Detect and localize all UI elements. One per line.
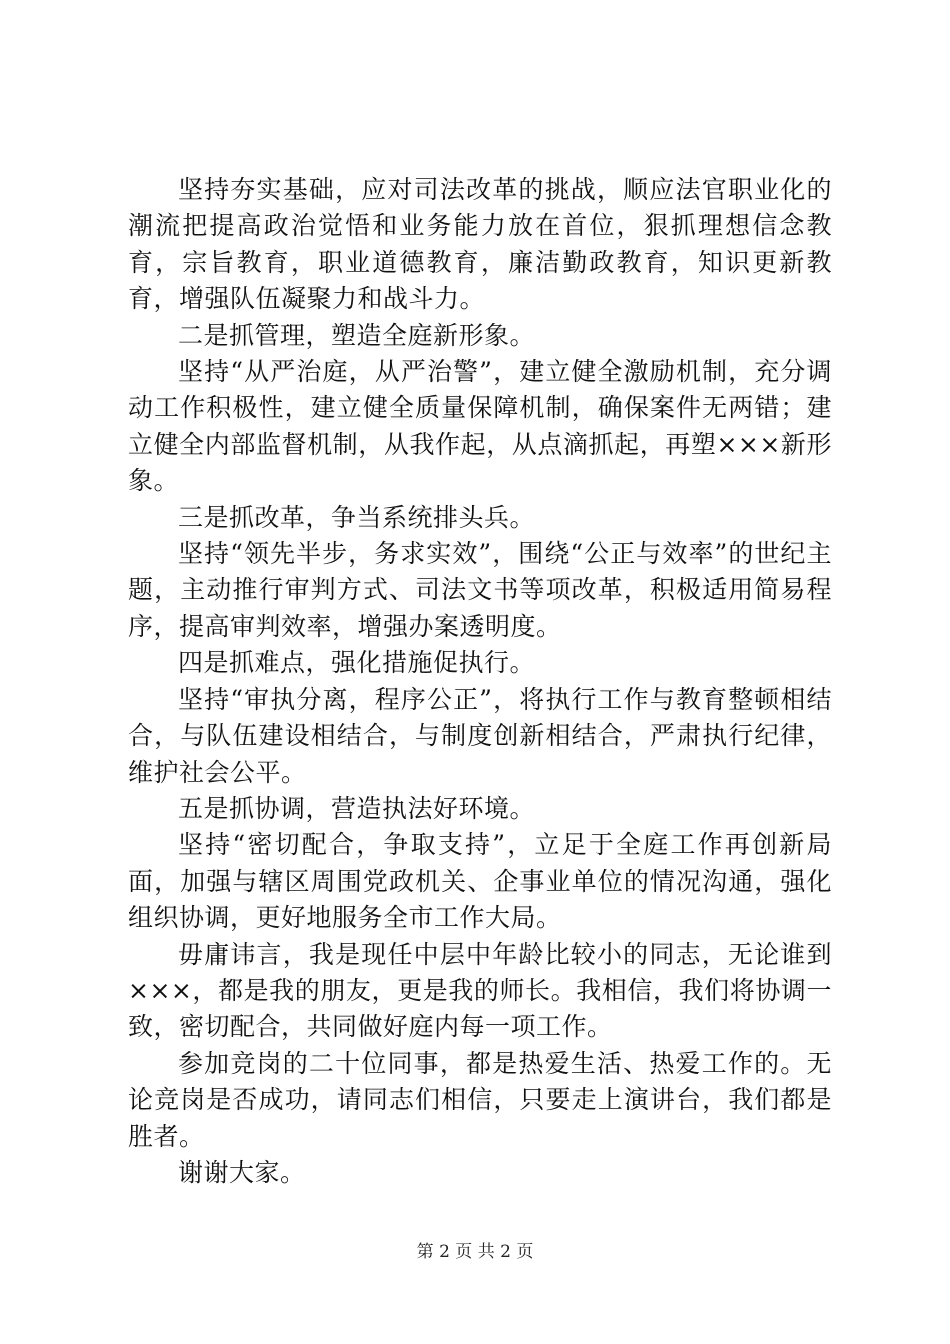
- section-heading: 四是抓难点，强化措施促执行。: [178, 648, 536, 678]
- paragraph: 参加竞岗的二十位同事，都是热爱生活、热爱工作的。无论竞岗是否成功，请同志们相信，只要走上演讲台，我们都是胜者。: [128, 1048, 832, 1151]
- paragraph: 毋庸讳言，我是现任中层中年龄比较小的同志，无论谁到×××，都是我的朋友，更是我的师长。我相信，我们将协调一致，密切配合，共同做好庭内每一项工作。: [128, 939, 832, 1042]
- paragraph: 坚持“领先半步，务求实效”，围绕“公正与效率”的世纪主题，主动推行审判方式、司法文书等项改革，积极适用简易程序，提高审判效率，增强办案透明度。: [128, 539, 832, 641]
- section-heading: 三是抓改革，争当系统排头兵。: [178, 502, 536, 532]
- closing-line: 谢谢大家。: [178, 1157, 306, 1187]
- paragraph: 坚持“密切配合，争取支持”，立足于全庭工作再创新局面，加强与辖区周围党政机关、企事业单位的情况沟通，强化组织协调，更好地服务全市工作大局。: [128, 830, 832, 933]
- paragraph: 坚持“从严治庭，从严治警”，建立健全激励机制，充分调动工作积极性，建立健全质量保障机制，确保案件无两错；建立健全内部监督机制，从我作起，从点滴抓起，再塑×××新形象。: [128, 357, 832, 496]
- section-heading: 二是抓管理，塑造全庭新形象。: [178, 320, 536, 350]
- page-number-footer: 第 2 页 共 2 页: [416, 1242, 534, 1262]
- section-heading: 五是抓协调，营造执法好环境。: [178, 793, 536, 823]
- paragraph: 坚持“审执分离，程序公正”，将执行工作与教育整顿相结合，与队伍建设相结合，与制度创新相结合，严肃执行纪律，维护社会公平。: [128, 684, 832, 787]
- paragraph: 坚持夯实基础，应对司法改革的挑战，顺应法官职业化的潮流把提高政治觉悟和业务能力放在首位，狠抓理想信念教育，宗旨教育，职业道德教育，廉洁勤政教育，知识更新教育，增强队伍凝聚力和战斗力。: [128, 175, 832, 314]
- document-body: [128, 172, 832, 1191]
